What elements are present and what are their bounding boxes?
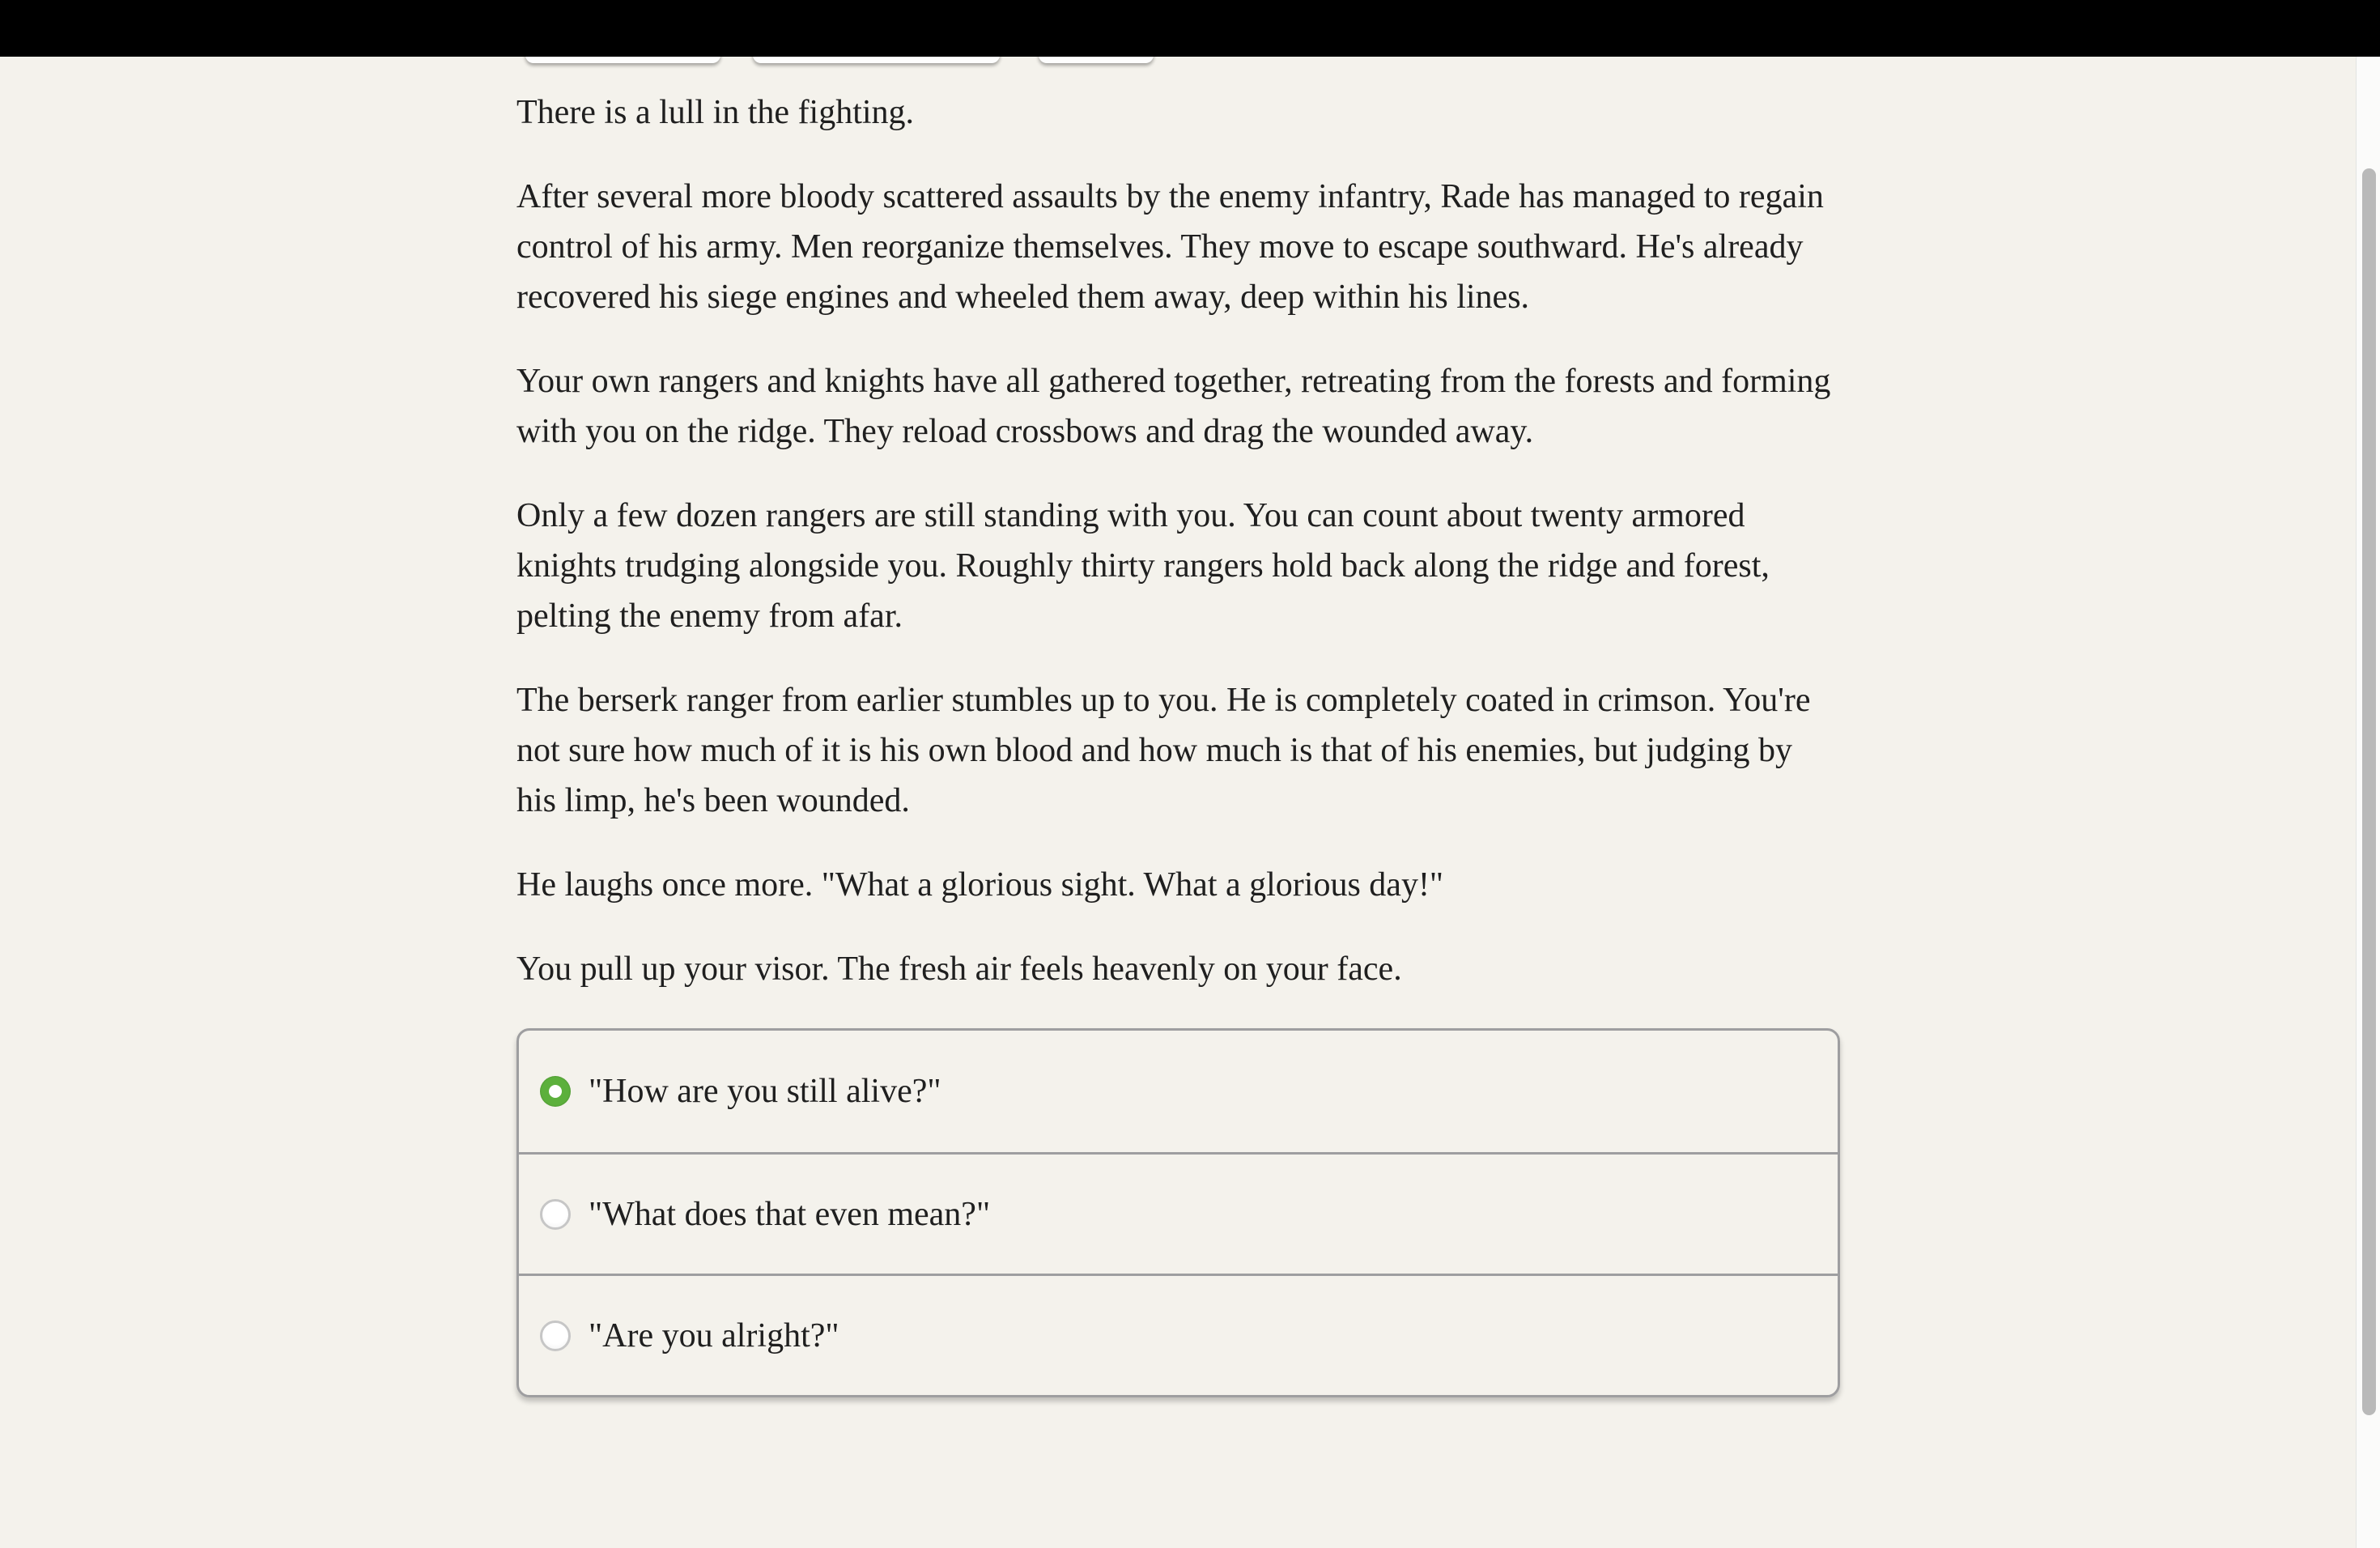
story-paragraph: He laughs once more. "What a glorious sight. What a glorious day!" — [516, 866, 1444, 904]
choice-option-1[interactable] — [519, 1031, 1838, 1152]
choice-option-3[interactable] — [519, 1274, 1838, 1395]
choice-label: "Are you alright?" — [589, 1316, 839, 1354]
choice-label: "How are you still alive?" — [589, 1073, 941, 1110]
story-paragraph: There is a lull in the fighting. — [516, 94, 915, 131]
radio-button[interactable] — [540, 1320, 571, 1351]
story-paragraph: After several more bloody scattered assaults by the enemy infantry, Rade has managed to regain control of his army. Men reorganize themselves. They move to escape southward. He's already recovered his siege engines and wheeled them away, deep within his lines. — [516, 178, 1824, 316]
choice-option-2[interactable] — [519, 1152, 1838, 1274]
story-paragraph: You pull up your visor. The fresh air feels heavenly on your face. — [516, 950, 1402, 988]
radio-button[interactable] — [540, 1199, 571, 1230]
story-column — [516, 87, 1840, 1397]
choice-label: "What does that even mean?" — [589, 1195, 991, 1233]
story-paragraph: The berserk ranger from earlier stumbles up to you. He is completely coated in crimson. You're not sure how much of it is his own blood and how much is that of his enemies, but judging by his limp, he's been wounded. — [516, 682, 1811, 819]
scrollbar-thumb[interactable] — [2362, 168, 2376, 1415]
radio-button[interactable] — [540, 1076, 571, 1107]
story-paragraph: Only a few dozen rangers are still standing with you. You can count about twenty armored knights trudging alongside you. Roughly thirty rangers hold back along the ridge and forest, pelting the enemy from afar. — [516, 497, 1770, 635]
choice-list — [516, 1028, 1840, 1397]
scrollbar-track[interactable] — [2356, 57, 2380, 1548]
top-bar — [0, 0, 2380, 57]
story-paragraph: Your own rangers and knights have all gathered together, retreating from the forests and forming with you on the ridge. They reload crossbows and drag the wounded away. — [516, 363, 1831, 450]
